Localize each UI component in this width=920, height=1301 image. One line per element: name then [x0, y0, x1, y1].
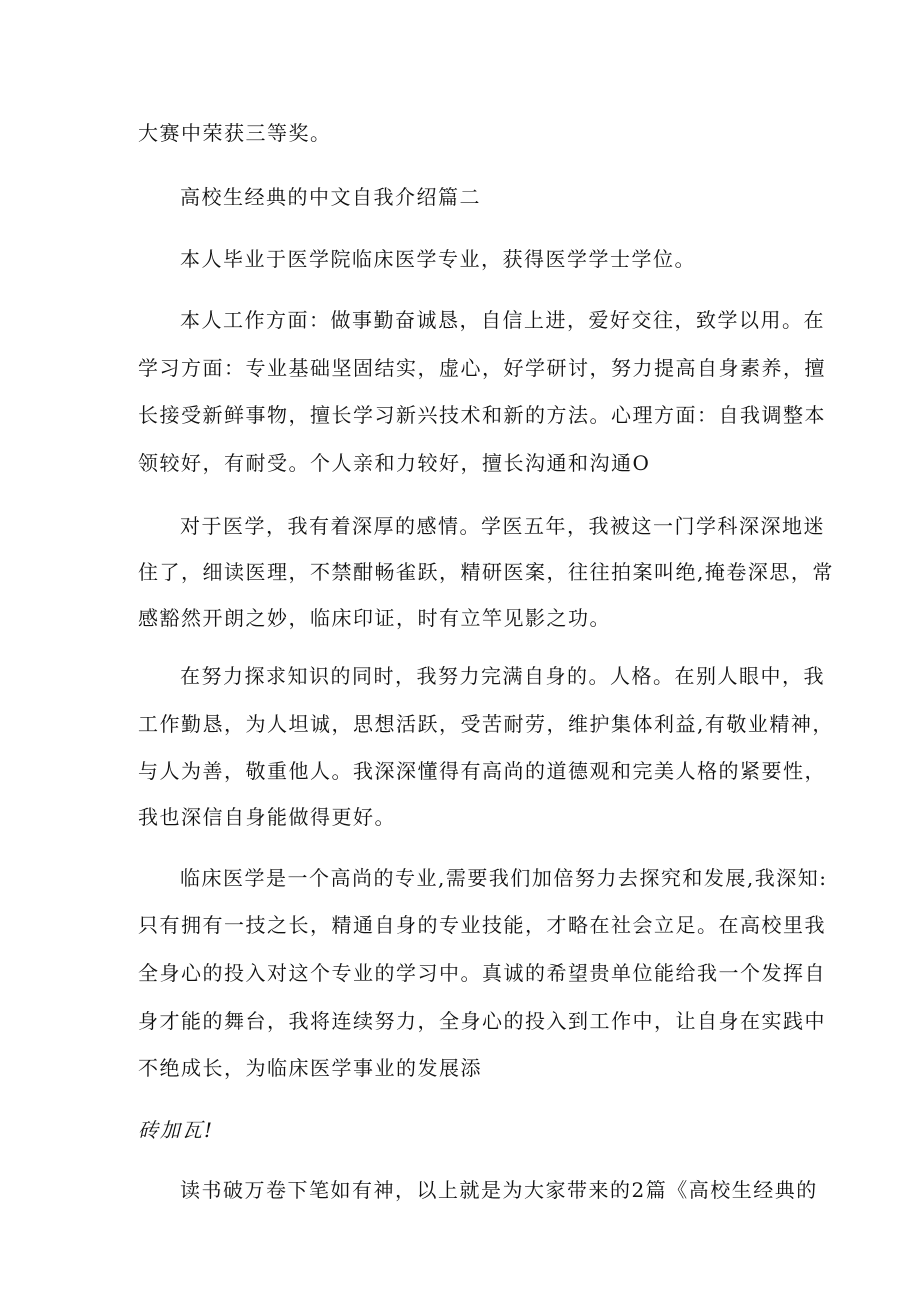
text-line: 身才能的舞台，我将连续努力，全身心的投入到工作中，让自身在实践中 [138, 1009, 826, 1033]
text-line: 本人工作方面：做事勤奋诚恳，自信上进，爱好交往，致学以用。在 [180, 308, 825, 332]
text-line: 我也深信自身能做得更好。 [138, 805, 396, 829]
text-line: 大赛中荣获三等奖。 [138, 121, 332, 145]
text-line: 在努力探求知识的同时，我努力完满自身的。人格。在别人眼中，我 [180, 664, 825, 688]
text-line: 感豁然开朗之妙，临床印证，时有立竿见影之功。 [138, 606, 611, 630]
text-line: 与人为善，敬重他人。我深深懂得有高尚的道德观和完美人格的紧要性， [138, 759, 826, 783]
text-line: 学习方面：专业基础坚固结实，虚心，好学研讨，努力提高自身素养，擅 [138, 356, 826, 380]
text-line: 全身心的投入对这个专业的学习中。真诚的希望贵单位能给我一个发挥自 [138, 961, 826, 985]
text-line: 砖加瓦! [138, 1118, 215, 1142]
text-line: 领较好，有耐受。个人亲和力较好，擅长沟通和沟通O [138, 451, 651, 475]
text-line: 读书破万卷下笔如有神，以上就是为大家带来的2篇《高校生经典的 [180, 1178, 818, 1202]
text-line: 对于医学，我有着深厚的感情。学医五年，我被这一门学科深深地迷 [180, 514, 825, 538]
text-line: 工作勤恳，为人坦诚，思想活跃，受苦耐劳，维护集体利益,有敬业精神， [138, 712, 834, 736]
text-line: 只有拥有一技之长，精通自身的专业技能，才略在社会立足。在高校里我 [138, 913, 826, 937]
text-line: 长接受新鲜事物，擅长学习新兴技术和新的方法。心理方面：自我调整本 [138, 403, 826, 427]
text-line: 本人毕业于医学院临床医学专业，获得医学学士学位。 [180, 247, 696, 271]
text-line: 住了，细读医理，不禁酣畅雀跃，精研医案，往往拍案叫绝,掩卷深思，常 [138, 560, 834, 584]
section-heading: 高校生经典的中文自我介绍篇二 [180, 185, 481, 209]
text-line: 临床医学是一个高尚的专业,需要我们加倍努力去探究和发展,我深知: [180, 866, 828, 890]
text-line: 不绝成长，为临床医学事业的发展添 [138, 1056, 482, 1080]
